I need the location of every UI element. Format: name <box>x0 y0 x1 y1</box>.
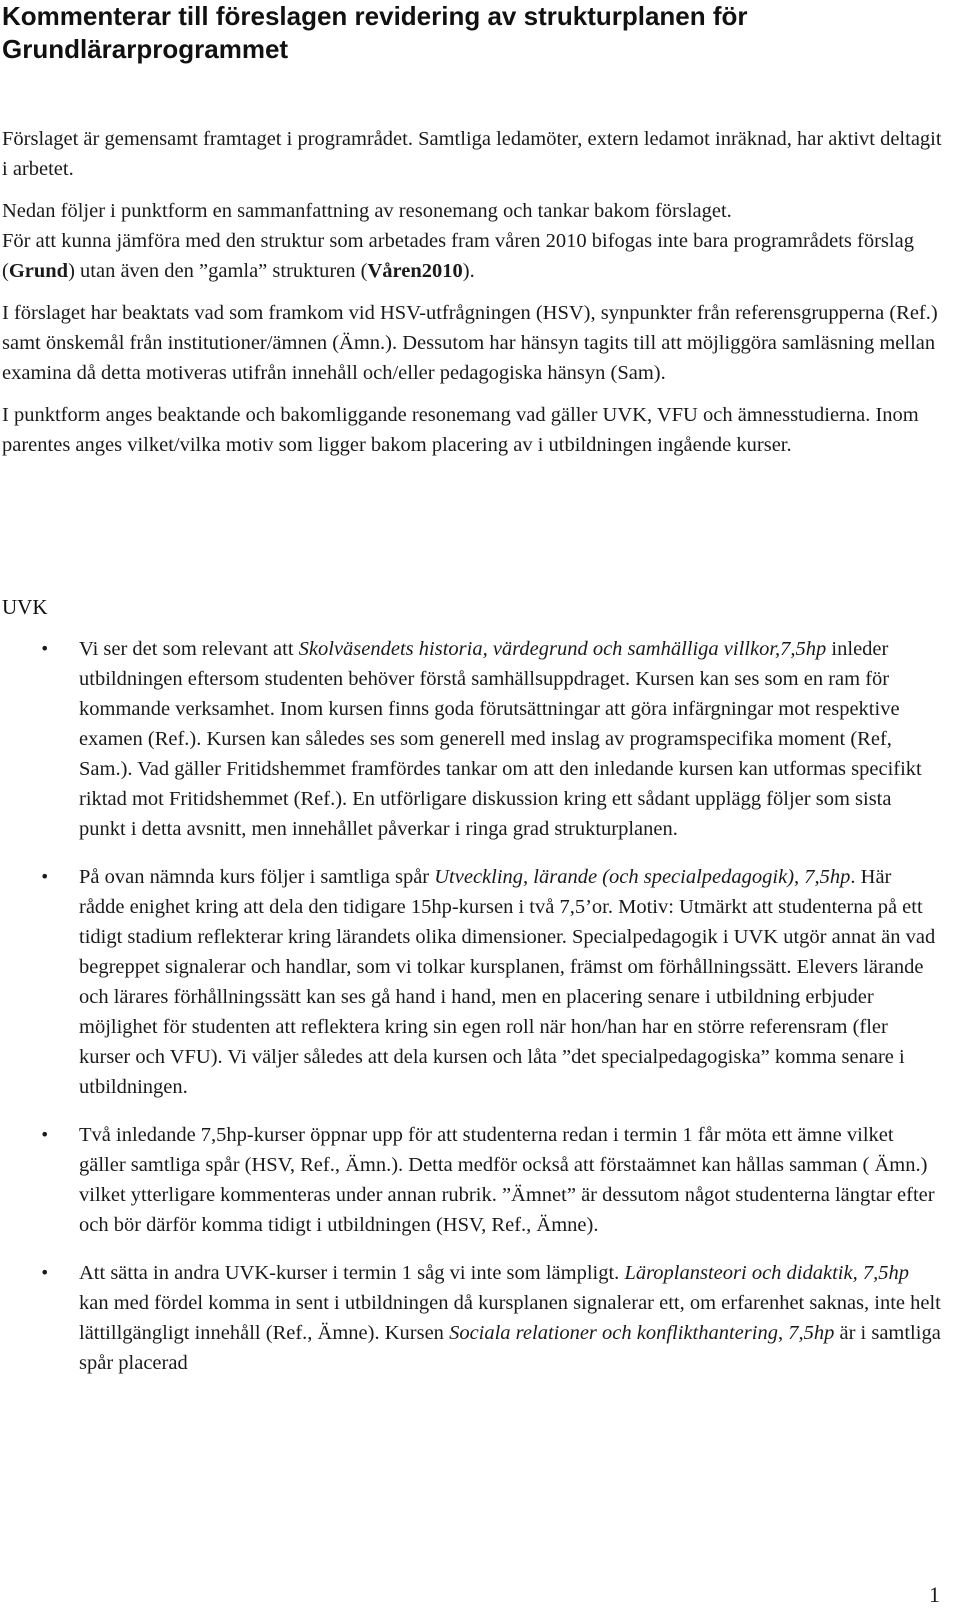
list-item-text: är i samtliga spår placerad <box>79 1322 941 1374</box>
list-item <box>0 1258 960 1378</box>
bullet-icon: • <box>40 1125 50 1144</box>
uvk-bullet-list <box>0 634 960 1396</box>
document-title-line-1: Kommenterar till föreslagen revidering av strukturplanen för <box>2 1 748 31</box>
list-item <box>0 1120 960 1240</box>
intro-paragraph-3 <box>2 226 942 286</box>
course-name: Utveckling, lärande (och specialpedagogik), 7,5hp <box>434 866 851 888</box>
list-item <box>0 634 960 844</box>
list-item-text: inleder utbildningen eftersom studenten behöver förstå samhällsuppdraget. Kursen kan ses som en ram för kommande verksamhet. Inom kursen finns goda förutsättningar att göra infärgningar mot respektive examen (Ref.). Kursen kan således ses som generell med inslag av programspecifika moment (Ref, Sam.). Vad gäller Fritidshemmet framfördes tankar om att den inledande kursen kan utformas specifikt riktad mot Fritidshemmet (Ref.). En utförligare diskussion kring ett sådant upplägg följer som sista punkt i detta avsnitt, men innehållet påverkar i ringa grad strukturplanen. <box>79 638 922 840</box>
intro-paragraph-2: Nedan följer i punktform en sammanfattning av resonemang och tankar bakom förslaget. <box>2 200 732 222</box>
list-item-text: kan med fördel komma in sent i utbildningen då kursplanen signalerar ett, om erfarenhet saknas, inte helt lättillgängligt innehåll (Ref., Ämne). Kursen <box>79 1292 941 1344</box>
varen2010-label: Våren2010 <box>367 260 463 282</box>
list-item-text: Att sätta in andra UVK-kurser i termin 1 såg vi inte som lämpligt. <box>79 1262 625 1284</box>
intro-paragraph-5: I punktform anges beaktande och bakomliggande resonemang vad gäller UVK, VFU och ämnesstudierna. Inom parentes anges vilket/vilka motiv som ligger bakom placering av i utbildningen ingående kurser. <box>2 404 919 456</box>
list-item-text: På ovan nämnda kurs följer i samtliga spår <box>79 866 435 888</box>
section-heading-uvk: UVK <box>2 595 48 619</box>
list-item <box>0 862 960 1102</box>
list-item-text: Vi ser det som relevant att <box>79 638 299 660</box>
course-name: Läroplansteori och didaktik, 7,5hp <box>624 1262 909 1284</box>
page-number: 1 <box>929 1582 940 1607</box>
document-title <box>2 0 942 66</box>
course-name: Skolväsendets historia, värdegrund och samhälliga villkor,7,5hp <box>298 638 827 660</box>
intro-paragraph-3-text-a: För att kunna jämföra med den struktur som arbetades fram våren 2010 bifogas inte bara programrådets förslag ( <box>2 230 914 282</box>
intro-section <box>2 124 942 460</box>
bullet-icon: • <box>40 867 50 886</box>
document-title-line-2: Grundlärarprogrammet <box>2 34 289 64</box>
bullet-icon: • <box>40 639 50 658</box>
intro-paragraph-3-text-e: ). <box>462 260 475 282</box>
course-name: Sociala relationer och konflikthantering, 7,5hp <box>449 1322 835 1344</box>
bullet-icon: • <box>40 1263 50 1282</box>
intro-paragraph-1: Förslaget är gemensamt framtaget i programrådet. Samtliga ledamöter, extern ledamot inräknad, har aktivt deltagit i arbetet. <box>2 128 942 180</box>
intro-paragraph-3-text-c: ) utan även den ”gamla” strukturen ( <box>68 260 368 282</box>
grund-label: Grund <box>8 260 69 282</box>
list-item-text: Två inledande 7,5hp-kurser öppnar upp för att studenterna redan i termin 1 får möta ett ämne vilket gäller samtliga spår (HSV, Ref., Ämn.). Detta medför också att förstaämnet kan hållas samman ( Ämn.) vilket ytterligare kommenteras under annan rubrik. ”Ämnet” är dessutom något studenterna längtar efter och bör därför komma tidigt i utbildningen (HSV, Ref., Ämne). <box>79 1124 935 1236</box>
intro-paragraph-4: I förslaget har beaktats vad som framkom vid HSV-utfrågningen (HSV), synpunkter från referensgrupperna (Ref.) samt önskemål från institutioner/ämnen (Ämn.). Dessutom har hänsyn tagits till att möjliggöra samläsning mellan examina då detta motiveras utifrån innehåll och/eller pedagogiska hänsyn (Sam). <box>2 302 938 384</box>
list-item-text: . Här rådde enighet kring att dela den tidigare 15hp-kursen i två 7,5’or. Motiv: Utmärkt att studenterna på ett tidigt stadium reflekterar kring lärandets olika dimensioner. Specialpedagogik i UVK utgör annat än vad begreppet signalerar och handlar, som vi tolkar kursplanen, främst om förhållningssätt. Elevers lärande och lärares förhållningssätt kan ses gå hand i hand, men en placering senare i utbildning erbjuder möjlighet för studenten att reflektera kring sin egen roll när hon/han har en större referensram (fler kurser och VFU). Vi väljer således att dela kursen och låta ”det specialpedagogiska” komma senare i utbildningen. <box>79 866 936 1098</box>
